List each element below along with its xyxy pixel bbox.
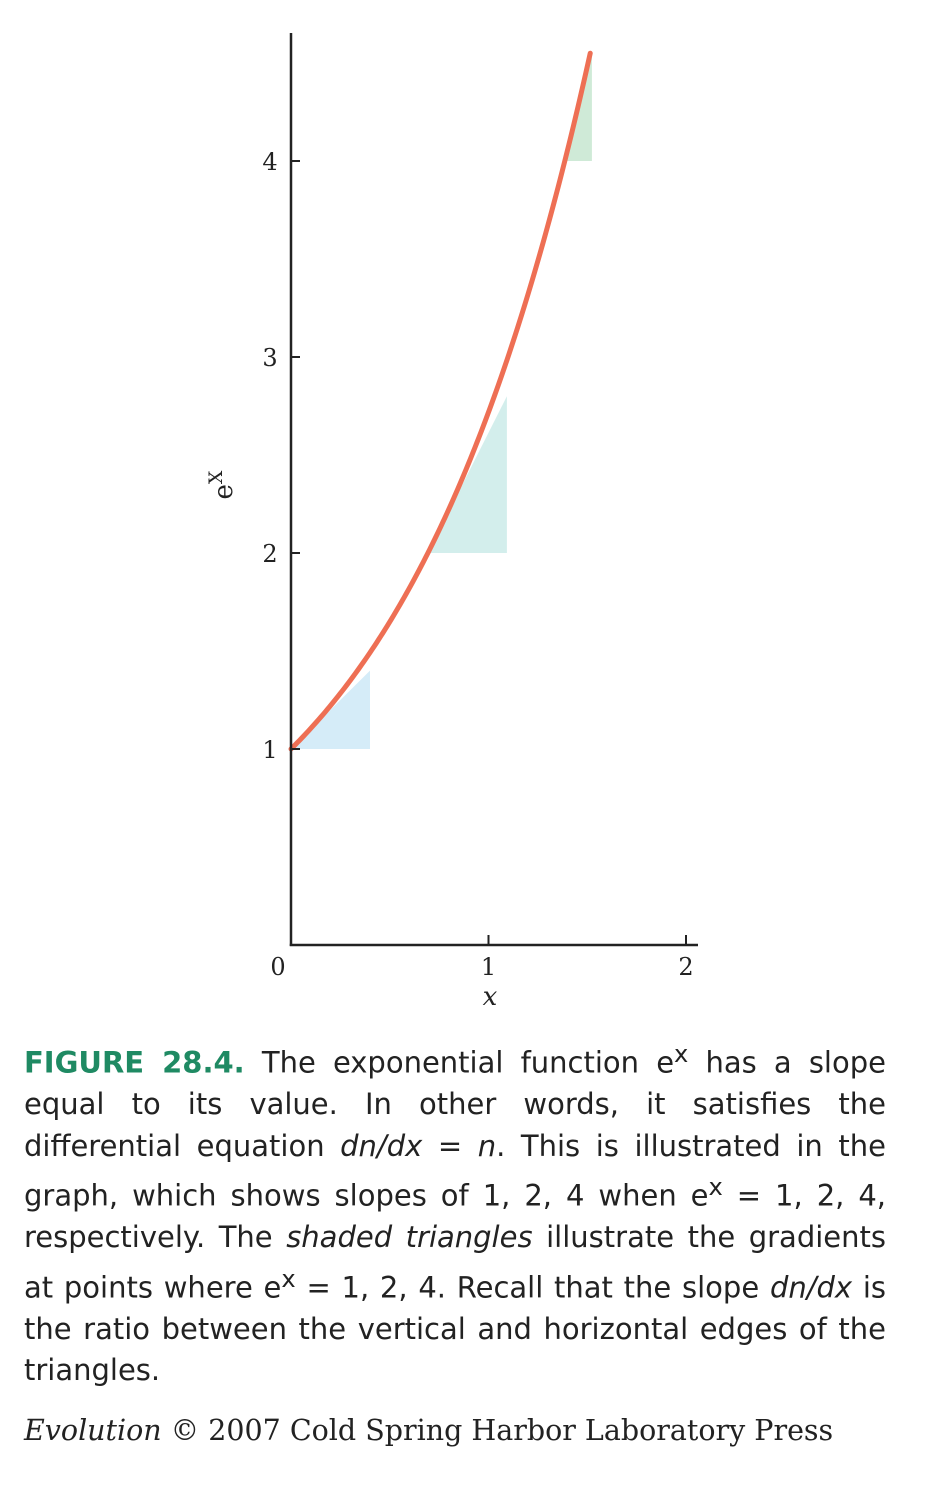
caption-text-3: . This is illustrated in the graph, which shows slopes of 1, 2, 4 when e bbox=[24, 1128, 886, 1213]
caption-equation-mid: = bbox=[422, 1128, 478, 1163]
exponential-curve bbox=[291, 53, 590, 749]
y-tick-label: 1 bbox=[262, 736, 278, 764]
book-title: Evolution bbox=[24, 1414, 162, 1447]
y-axis-label-superscript: X bbox=[205, 470, 227, 485]
credit-text: © 2007 Cold Spring Harbor Laboratory Press bbox=[161, 1414, 834, 1447]
caption-superscript-3: x bbox=[281, 1264, 296, 1293]
caption-text-6: = 1, 2, 4. Recall that the slope bbox=[295, 1270, 770, 1305]
copyright-credit bbox=[24, 1414, 833, 1447]
x-axis-label: x bbox=[482, 982, 498, 1012]
caption-equation-lhs: dn/dx bbox=[340, 1128, 423, 1163]
x-tick-label: 1 bbox=[480, 953, 497, 981]
caption-text-2: has a slope equal to its value. In other words, it satisfies the differential equation bbox=[24, 1045, 886, 1163]
x-tick-label: 2 bbox=[678, 953, 694, 981]
origin-label: 0 bbox=[270, 953, 286, 981]
figure-caption bbox=[24, 1034, 886, 1392]
caption-slope-term: dn/dx bbox=[769, 1270, 853, 1305]
y-axis-label bbox=[205, 470, 239, 499]
y-tick-label: 2 bbox=[262, 540, 278, 568]
caption-text-1: The exponential function e bbox=[244, 1045, 675, 1080]
y-tick-label: 3 bbox=[262, 344, 278, 372]
caption-italic-term: shaded triangles bbox=[286, 1220, 533, 1255]
slope-triangles bbox=[291, 53, 592, 749]
figure-label: FIGURE 28.4. bbox=[24, 1045, 245, 1080]
caption-text-4: = 1, 2, 4, respectively. The bbox=[24, 1178, 887, 1255]
y-tick-label: 4 bbox=[262, 148, 278, 176]
caption-text-7: is the ratio between the vertical and horizontal edges of the triangles. bbox=[24, 1270, 886, 1388]
caption-text-5: illustrate the gradients at points where e bbox=[24, 1220, 886, 1305]
y-ticks bbox=[262, 148, 300, 764]
caption-superscript-2: x bbox=[708, 1173, 723, 1202]
caption-equation-rhs: n bbox=[477, 1128, 497, 1163]
caption-superscript-1: x bbox=[674, 1040, 689, 1068]
x-ticks bbox=[481, 935, 694, 981]
y-axis-label-base: e bbox=[209, 484, 239, 500]
